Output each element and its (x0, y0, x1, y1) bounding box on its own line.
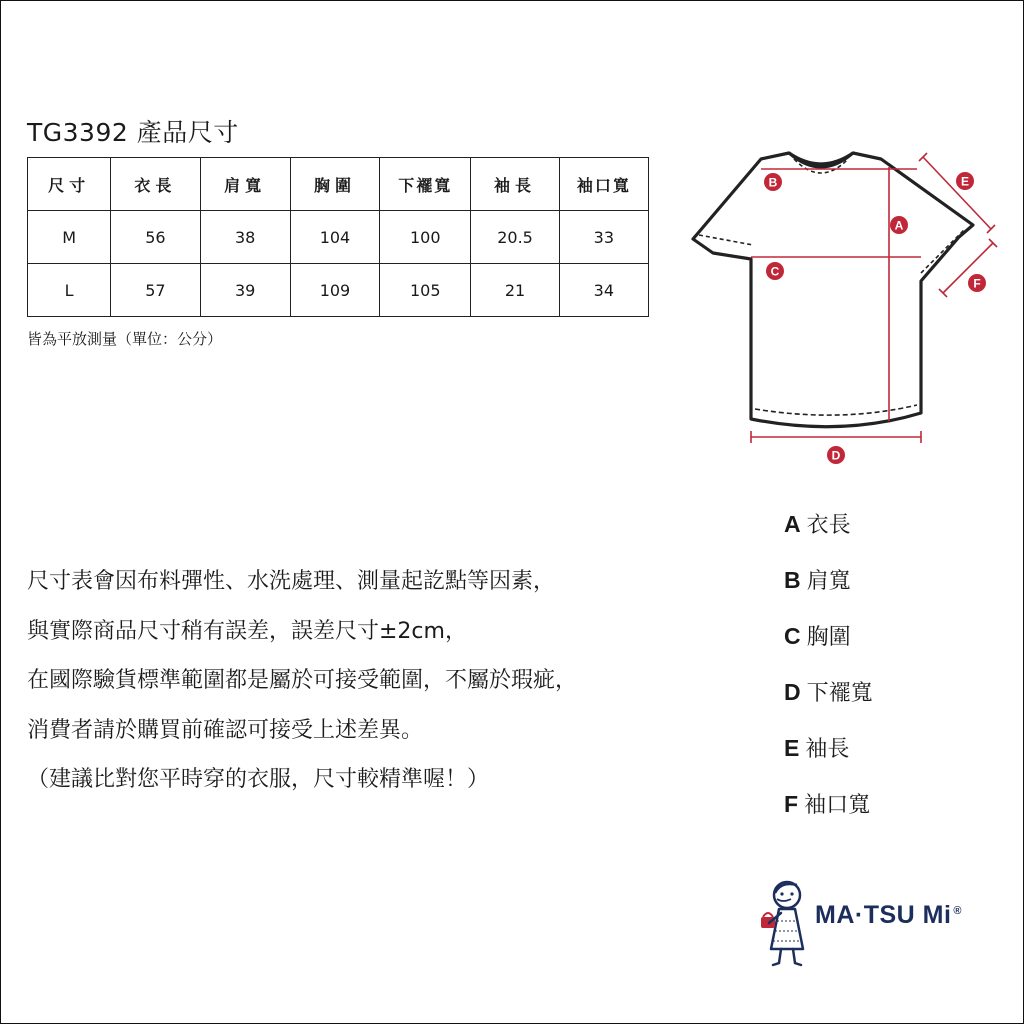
measurement-legend (784, 497, 873, 833)
header-size: 尺寸 (28, 158, 111, 211)
description-line: 與實際商品尺寸稍有誤差，誤差尺寸±2cm， (27, 618, 467, 644)
marker-e (956, 172, 974, 190)
description-line: 消費者請於購買前確認可接受上述差異。 (27, 717, 424, 743)
header-sleeve-length: 袖長 (471, 158, 559, 211)
table-cell: 34 (559, 264, 648, 317)
table-row (28, 211, 649, 264)
shirt-outline (693, 153, 973, 427)
table-cell: 104 (290, 211, 379, 264)
table-cell: 109 (290, 264, 379, 317)
svg-text:B: B (768, 175, 778, 190)
table-cell: 56 (111, 211, 200, 264)
table-cell: 39 (200, 264, 290, 317)
page-title: TG3392 產品尺寸 (27, 118, 239, 147)
marker-c (766, 262, 784, 280)
left-sleeve-stitch (699, 235, 753, 245)
marker-d (827, 446, 845, 464)
table-cell: L (28, 264, 111, 317)
legend-item: F 袖口寬 (784, 791, 871, 818)
svg-text:A: A (894, 218, 904, 233)
measure-line-e (923, 157, 991, 229)
header-chest: 胸圍 (290, 158, 379, 211)
description-text (27, 557, 577, 805)
table-row (28, 264, 649, 317)
svg-text:C: C (770, 264, 780, 279)
table-cell: 20.5 (471, 211, 559, 264)
right-sleeve-stitch (921, 229, 965, 273)
table-cell: M (28, 211, 111, 264)
table-cell: 33 (559, 211, 648, 264)
marker-a (890, 216, 908, 234)
legend-item: C 胸圍 (784, 623, 851, 650)
header-shoulder: 肩寬 (200, 158, 290, 211)
table-cell: 100 (380, 211, 471, 264)
svg-text:D: D (831, 448, 841, 463)
svg-text:F: F (973, 276, 981, 291)
legend-item: B 肩寬 (784, 567, 851, 594)
legend-item: D 下襬寬 (784, 679, 873, 706)
header-hem: 下襬寬 (380, 158, 471, 211)
header-sleeve-opening: 袖口寬 (559, 158, 648, 211)
girl-mascot-icon (751, 871, 821, 971)
marker-f (968, 274, 986, 292)
tshirt-diagram-icon (681, 141, 1011, 471)
legend-item: A 衣長 (784, 511, 851, 538)
table-header-row (28, 158, 649, 211)
table-cell: 38 (200, 211, 290, 264)
description-line: 尺寸表會因布料彈性、水洗處理、測量起訖點等因素， (27, 569, 556, 594)
legend-item: E 袖長 (784, 735, 850, 762)
size-table (27, 157, 649, 317)
hem-stitch (755, 405, 917, 415)
header-length: 衣長 (111, 158, 200, 211)
svg-text:E: E (960, 174, 970, 189)
table-cell: 57 (111, 264, 200, 317)
brand-logo-text: MA·TSU Mi ® (815, 901, 963, 929)
description-line: （建議比對您平時穿的衣服，尺寸較精準喔！） (27, 767, 490, 792)
table-cell: 21 (471, 264, 559, 317)
description-line: 在國際驗貨標準範圍都是屬於可接受範圍，不屬於瑕疵， (27, 668, 578, 693)
table-cell: 105 (380, 264, 471, 317)
measurement-note: 皆為平放測量（單位：公分） (27, 330, 223, 348)
marker-b (764, 173, 782, 191)
